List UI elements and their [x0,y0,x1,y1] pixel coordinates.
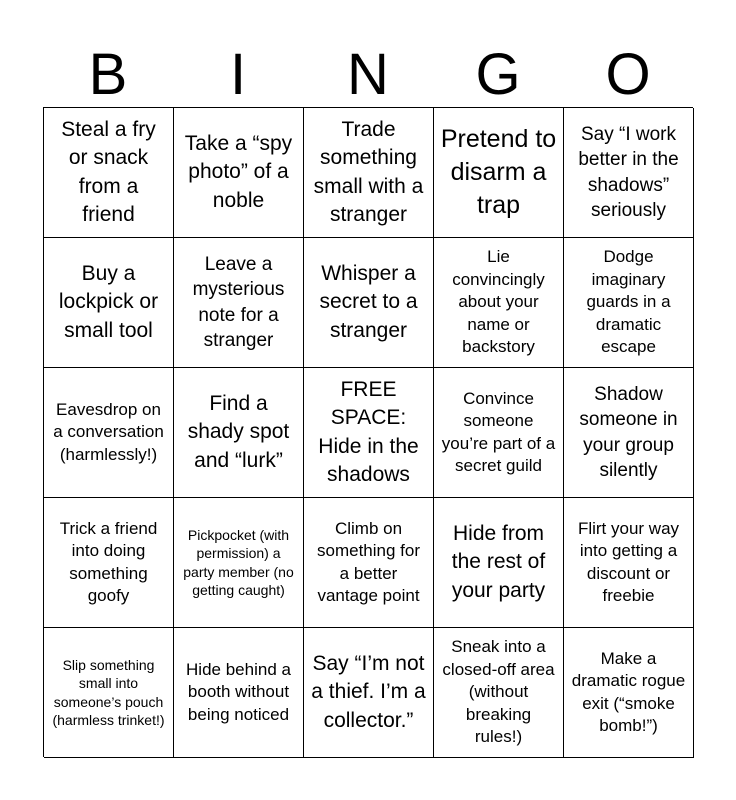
cell-text: Lie convincingly about your name or backstory [452,247,545,357]
cell-text: Pretend to disarm a trap [440,125,557,219]
cell-text: Find a shady spot and “lurk” [187,391,290,472]
header-letter-g: G [475,42,521,107]
bingo-cell[interactable] [44,628,174,758]
bingo-cell[interactable] [174,238,304,368]
bingo-header [43,42,693,108]
cell-text: Sneak into a closed-off area (without breaking rules!) [442,637,555,747]
bingo-cell[interactable] [304,628,434,758]
cell-text: Climb on something for a better vantage point [317,518,420,605]
bingo-cell[interactable] [174,628,304,758]
cell-text: Say “I work better in the shadows” seriously [578,123,679,221]
bingo-cell[interactable] [564,368,694,498]
header-letter-b: B [88,42,128,107]
bingo-cell[interactable] [434,368,564,498]
cell-text: Steal a fry or snack from a friend [61,117,156,226]
cell-text: Make a dramatic rogue exit (“smoke bomb!”) [571,648,686,735]
cell-text: Pickpocket (with permission) a party member (no getting caught) [183,526,294,598]
cell-text: Say “I’m not a thief. I’m a collector.” [311,651,426,732]
cell-text: FREE SPACE: Hide in the shadows [318,377,419,486]
cell-text: Hide from the rest of your party [451,521,546,602]
bingo-cell[interactable] [304,108,434,238]
bingo-cell[interactable] [44,238,174,368]
bingo-cell[interactable] [434,498,564,628]
bingo-cell[interactable] [174,498,304,628]
bingo-cell[interactable] [44,368,174,498]
cell-text: Dodge imaginary guards in a dramatic escape [586,247,671,357]
cell-text: Convince someone you’re part of a secret guild [441,388,556,475]
bingo-cell[interactable] [174,368,304,498]
cell-text: Leave a mysterious note for a stranger [192,253,285,351]
bingo-cell[interactable] [44,108,174,238]
bingo-grid [43,107,693,757]
bingo-cell[interactable] [304,238,434,368]
bingo-cell[interactable] [434,108,564,238]
cell-text: Hide behind a booth without being noticed [186,659,291,724]
bingo-cell[interactable] [434,238,564,368]
cell-text: Whisper a secret to a stranger [319,261,418,342]
bingo-cell[interactable] [44,498,174,628]
bingo-cell[interactable] [564,498,694,628]
bingo-cell[interactable] [304,498,434,628]
header-letter-o: O [605,42,651,107]
header-letter-n: N [347,42,389,107]
cell-text: Take a “spy photo” of a noble [184,131,293,212]
cell-text: Shadow someone in your group silently [579,383,678,481]
cell-text: Buy a lockpick or small tool [58,261,159,342]
bingo-cell[interactable] [174,108,304,238]
cell-text: Trick a friend into doing something goofy [59,518,158,605]
cell-text: Flirt your way into getting a discount or freebie [577,518,680,605]
cell-text: Eavesdrop on a conversation (harmlessly!) [53,399,164,464]
bingo-cell[interactable] [434,628,564,758]
bingo-cell[interactable] [564,108,694,238]
bingo-cell[interactable] [564,238,694,368]
free-space-cell[interactable] [304,368,434,498]
header-letter-i: I [229,42,247,107]
bingo-cell[interactable] [564,628,694,758]
cell-text: Trade something small with a stranger [313,117,424,226]
cell-text: Slip something small into someone’s pouch (harmless trinket!) [52,656,165,728]
